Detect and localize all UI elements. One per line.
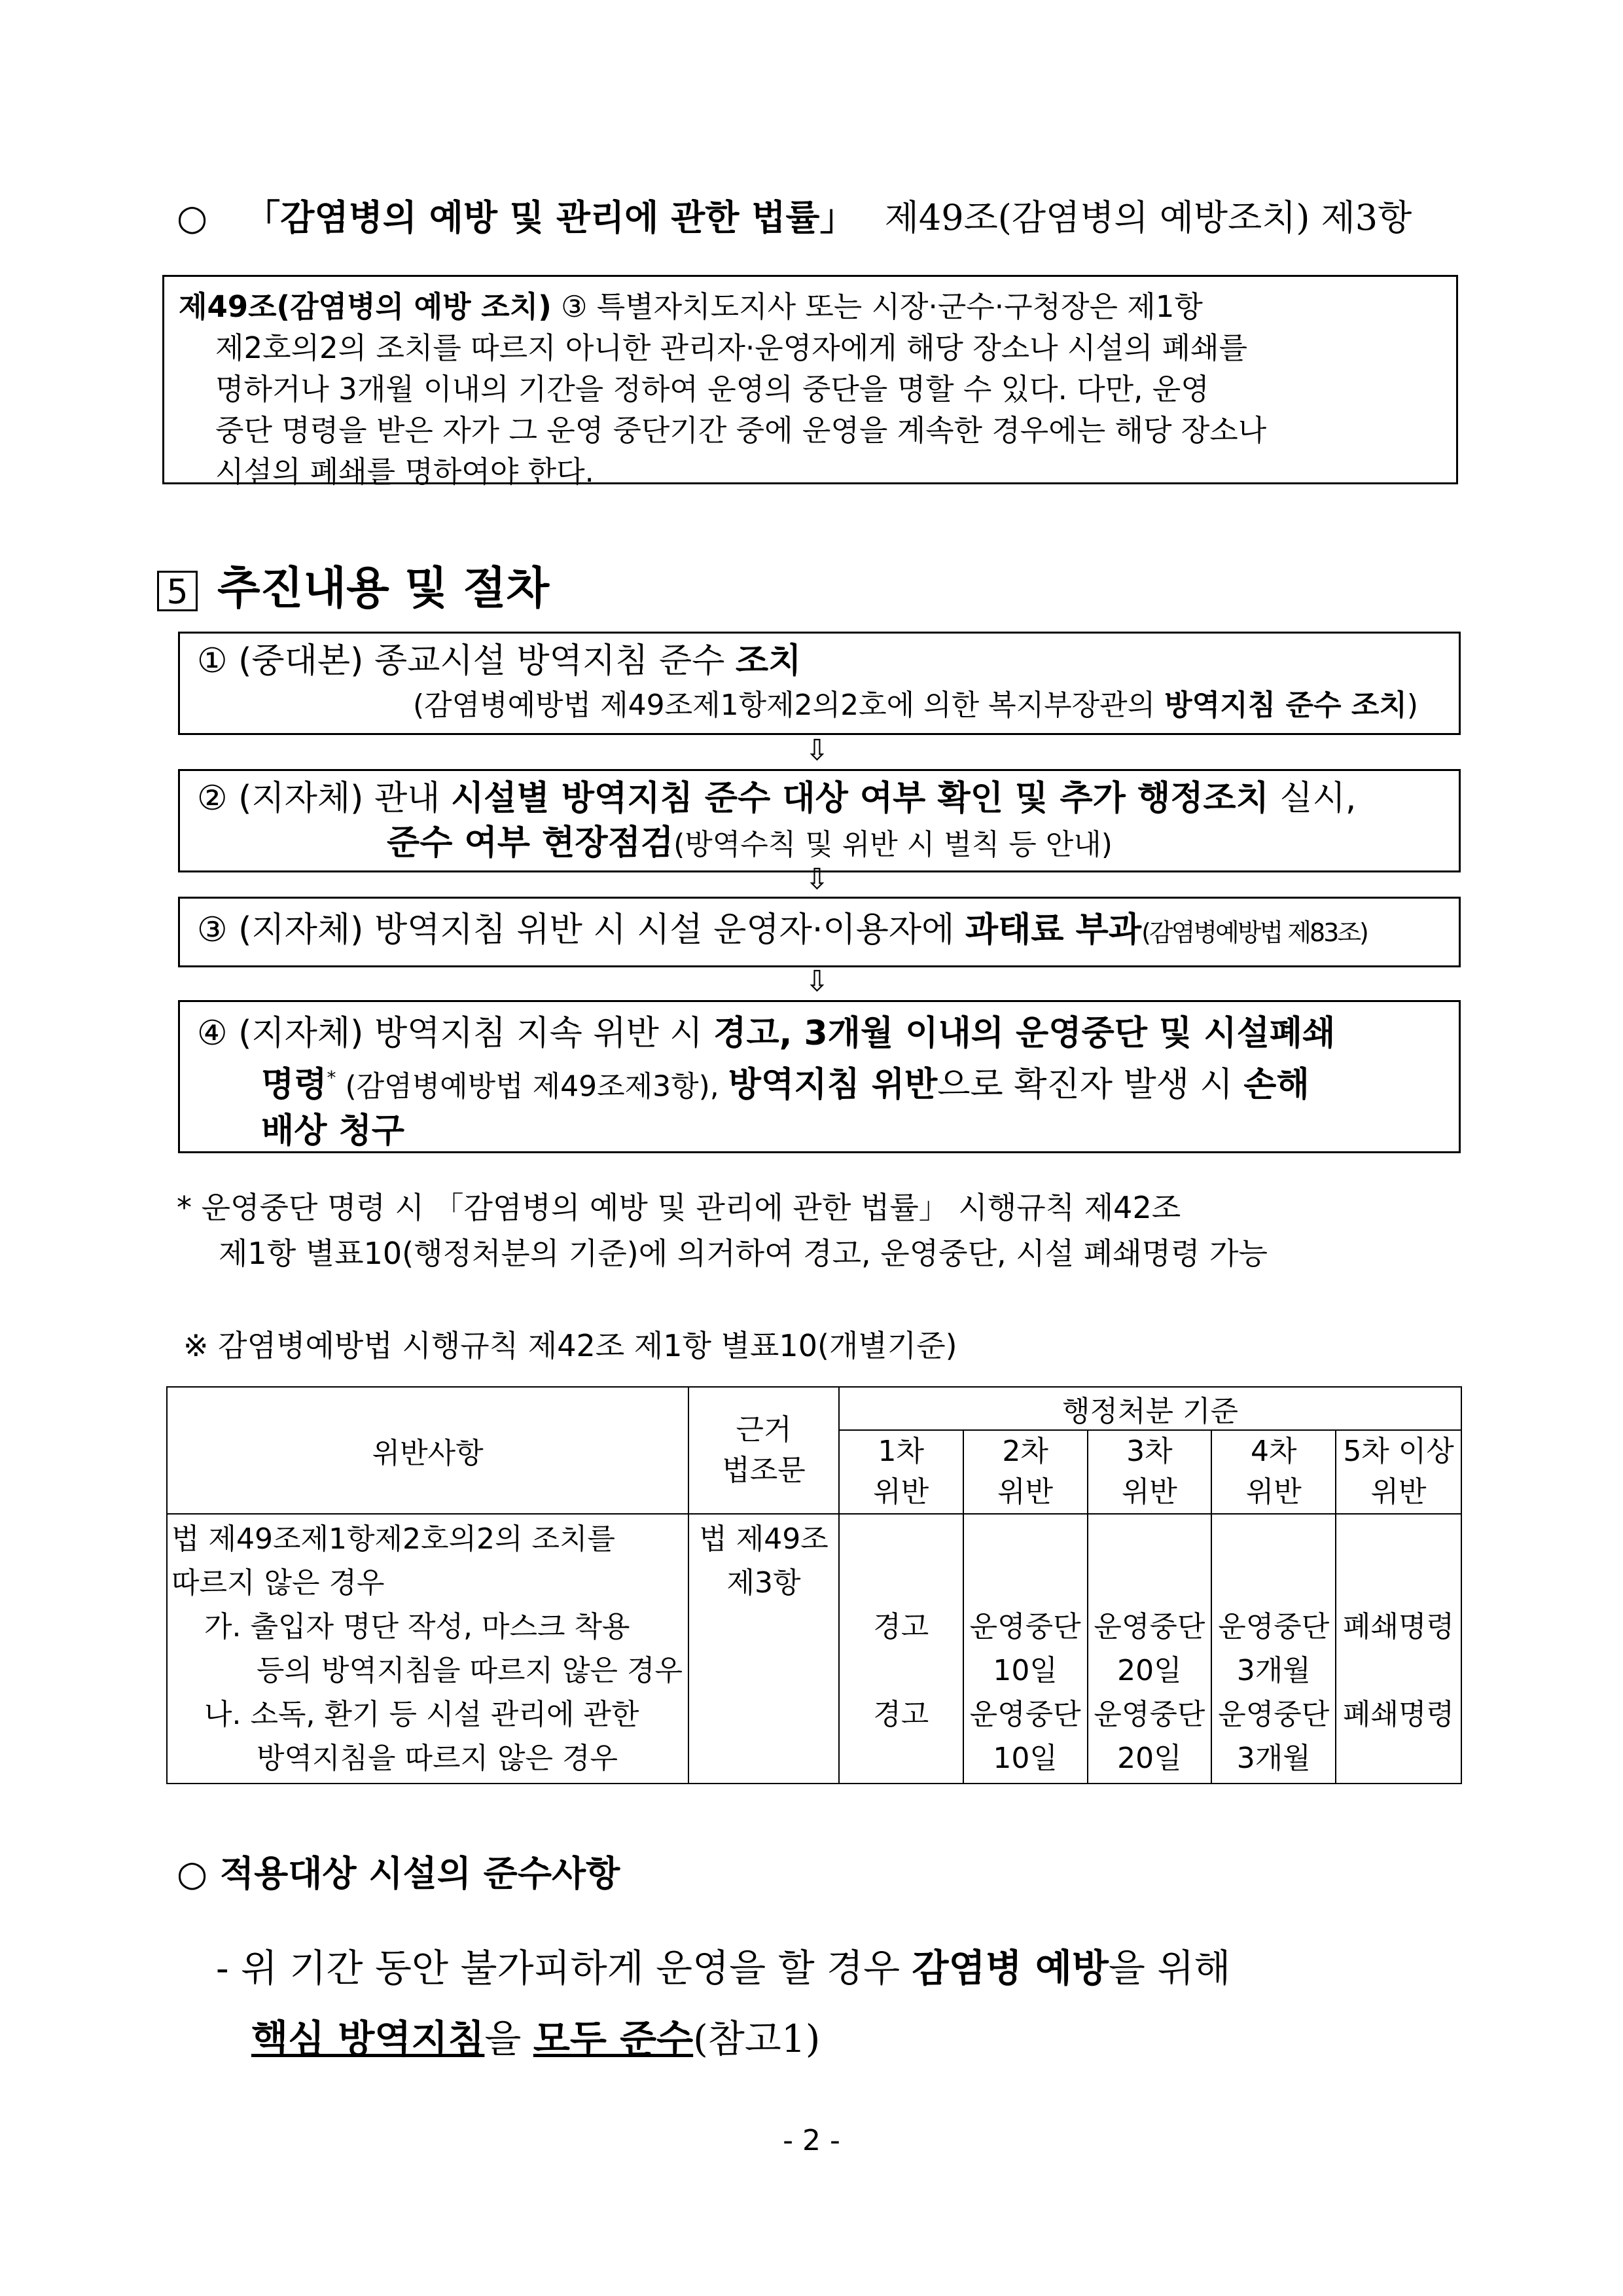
step-1-line: ① (중대본) 종교시설 방역지침 준수 조치: [197, 641, 802, 681]
footnote: [177, 1185, 1459, 1276]
article-line: 제49조(감염병의 예방 조치) ③ 특별자치도지사 또는 시장·군수·구청장은 제1항: [179, 289, 1203, 324]
header-round: 4차 위반: [1211, 1430, 1336, 1514]
article-line: 명하거나 3개월 이내의 기간을 정하여 운영의 중단을 명할 수 있다. 다만, 운영: [215, 372, 1209, 406]
step-2-subline: 준수 여부 현장점검(방역수칙 및 위반 시 벌칙 등 안내): [387, 823, 1113, 863]
compliance-line: 핵심 방역지침을 모두 준수(참고1): [251, 2017, 821, 2061]
law-name: 「감염병의 예방 및 관리에 관한 법률」: [245, 196, 855, 238]
table-header-row: [167, 1387, 1461, 1430]
article-text-box: [162, 275, 1458, 489]
basis-cell: 법 제49조 제3항: [688, 1514, 839, 1784]
penalty-round-4: 운영중단 3개월 운영중단 3개월: [1211, 1514, 1336, 1784]
penalty-round-1: 경고 경고: [839, 1514, 963, 1784]
header-basis: 근거 법조문: [688, 1387, 839, 1514]
header-round: 5차 이상 위반: [1336, 1430, 1461, 1514]
footnote-line: 제1항 별표10(행정처분의 기준)에 의거하여 경고, 운영중단, 시설 폐쇄명령 가능: [219, 1236, 1268, 1271]
step-3-line: ③ (지자체) 방역지침 위반 시 시설 운영자·이용자에 과태료 부과(감염병예방법 제83조): [197, 910, 1367, 950]
compliance-heading: ○ 적용대상 시설의 준수사항: [177, 1853, 620, 1894]
down-arrow-icon: ⇩: [805, 734, 829, 767]
down-arrow-icon: ⇩: [805, 863, 829, 896]
header-round: 3차 위반: [1088, 1430, 1212, 1514]
step-4-line: 명령* (감염병예방법 제49조제3항), 방역지침 위반으로 확진자 발생 시 손해: [261, 1065, 1310, 1105]
step-2-box: [178, 769, 1461, 872]
header-round: 1차 위반: [839, 1430, 963, 1514]
compliance-line: - 위 기간 동안 불가피하게 운영을 할 경우 감염병 예방을 위해: [216, 1946, 1231, 1990]
step-2-line: ② (지자체) 관내 시설별 방역지침 준수 대상 여부 확인 및 추가 행정조치 실시,: [197, 779, 1357, 818]
step-4-line: ④ (지자체) 방역지침 지속 위반 시 경고, 3개월 이내의 운영중단 및 시설폐쇄: [197, 1014, 1336, 1053]
law-article: 제49조(감염병의 예방조치) 제3항: [884, 197, 1412, 238]
section-number-box: 5: [157, 571, 198, 611]
penalty-table: [166, 1386, 1462, 1784]
step-4-line: 배상 청구: [261, 1111, 405, 1151]
heading-bullet: ○: [177, 197, 208, 238]
penalty-round-5: 폐쇄명령 폐쇄명령: [1336, 1514, 1461, 1784]
step-4-box: [178, 1000, 1461, 1153]
article-line: 중단 명령을 받은 자가 그 운영 중단기간 중에 운영을 계속한 경우에는 해당 장소나: [215, 413, 1267, 448]
law-heading: [177, 190, 1412, 240]
penalty-round-3: 운영중단 20일 운영중단 20일: [1088, 1514, 1212, 1784]
page-number: - 2 -: [783, 2124, 840, 2157]
table-row: [167, 1514, 1461, 1784]
section-title: 추진내용 및 절차: [217, 563, 550, 615]
step-1-subline: (감염병예방법 제49조제1항제2의2호에 의한 복지부장관의 방역지침 준수 조치): [413, 689, 1419, 722]
penalty-round-2: 운영중단 10일 운영중단 10일: [963, 1514, 1088, 1784]
header-violation: 위반사항: [167, 1387, 688, 1514]
table-title: ※ 감염병예방법 시행규칙 제42조 제1항 별표10(개별기준): [183, 1328, 957, 1363]
article-line: 제2호의2의 조치를 따르지 아니한 관리자·운영자에게 해당 장소나 시설의 폐쇄를: [215, 331, 1248, 365]
article-title: 제49조(감염병의 예방 조치): [179, 289, 552, 324]
down-arrow-icon: ⇩: [805, 965, 829, 998]
step-3-box: [178, 897, 1461, 967]
footnote-line: * 운영중단 명령 시 「감염병의 예방 및 관리에 관한 법률」 시행규칙 제42조: [177, 1190, 1181, 1225]
step-1-box: [178, 632, 1461, 735]
header-round: 2차 위반: [963, 1430, 1088, 1514]
article-line: 시설의 폐쇄를 명하여야 한다.: [215, 454, 594, 489]
section-heading: [157, 553, 549, 617]
violation-cell: 법 제49조제1항제2호의2의 조치를 따르지 않은 경우 가. 출입자 명단 작성, 마스크 착용 등의 방역지침을 따르지 않은 경우 나. 소독, 환기 등 시설 관리에 관한 방역지침을 따르지 않은 경우: [167, 1514, 688, 1784]
header-penalty: 행정처분 기준: [839, 1387, 1461, 1430]
